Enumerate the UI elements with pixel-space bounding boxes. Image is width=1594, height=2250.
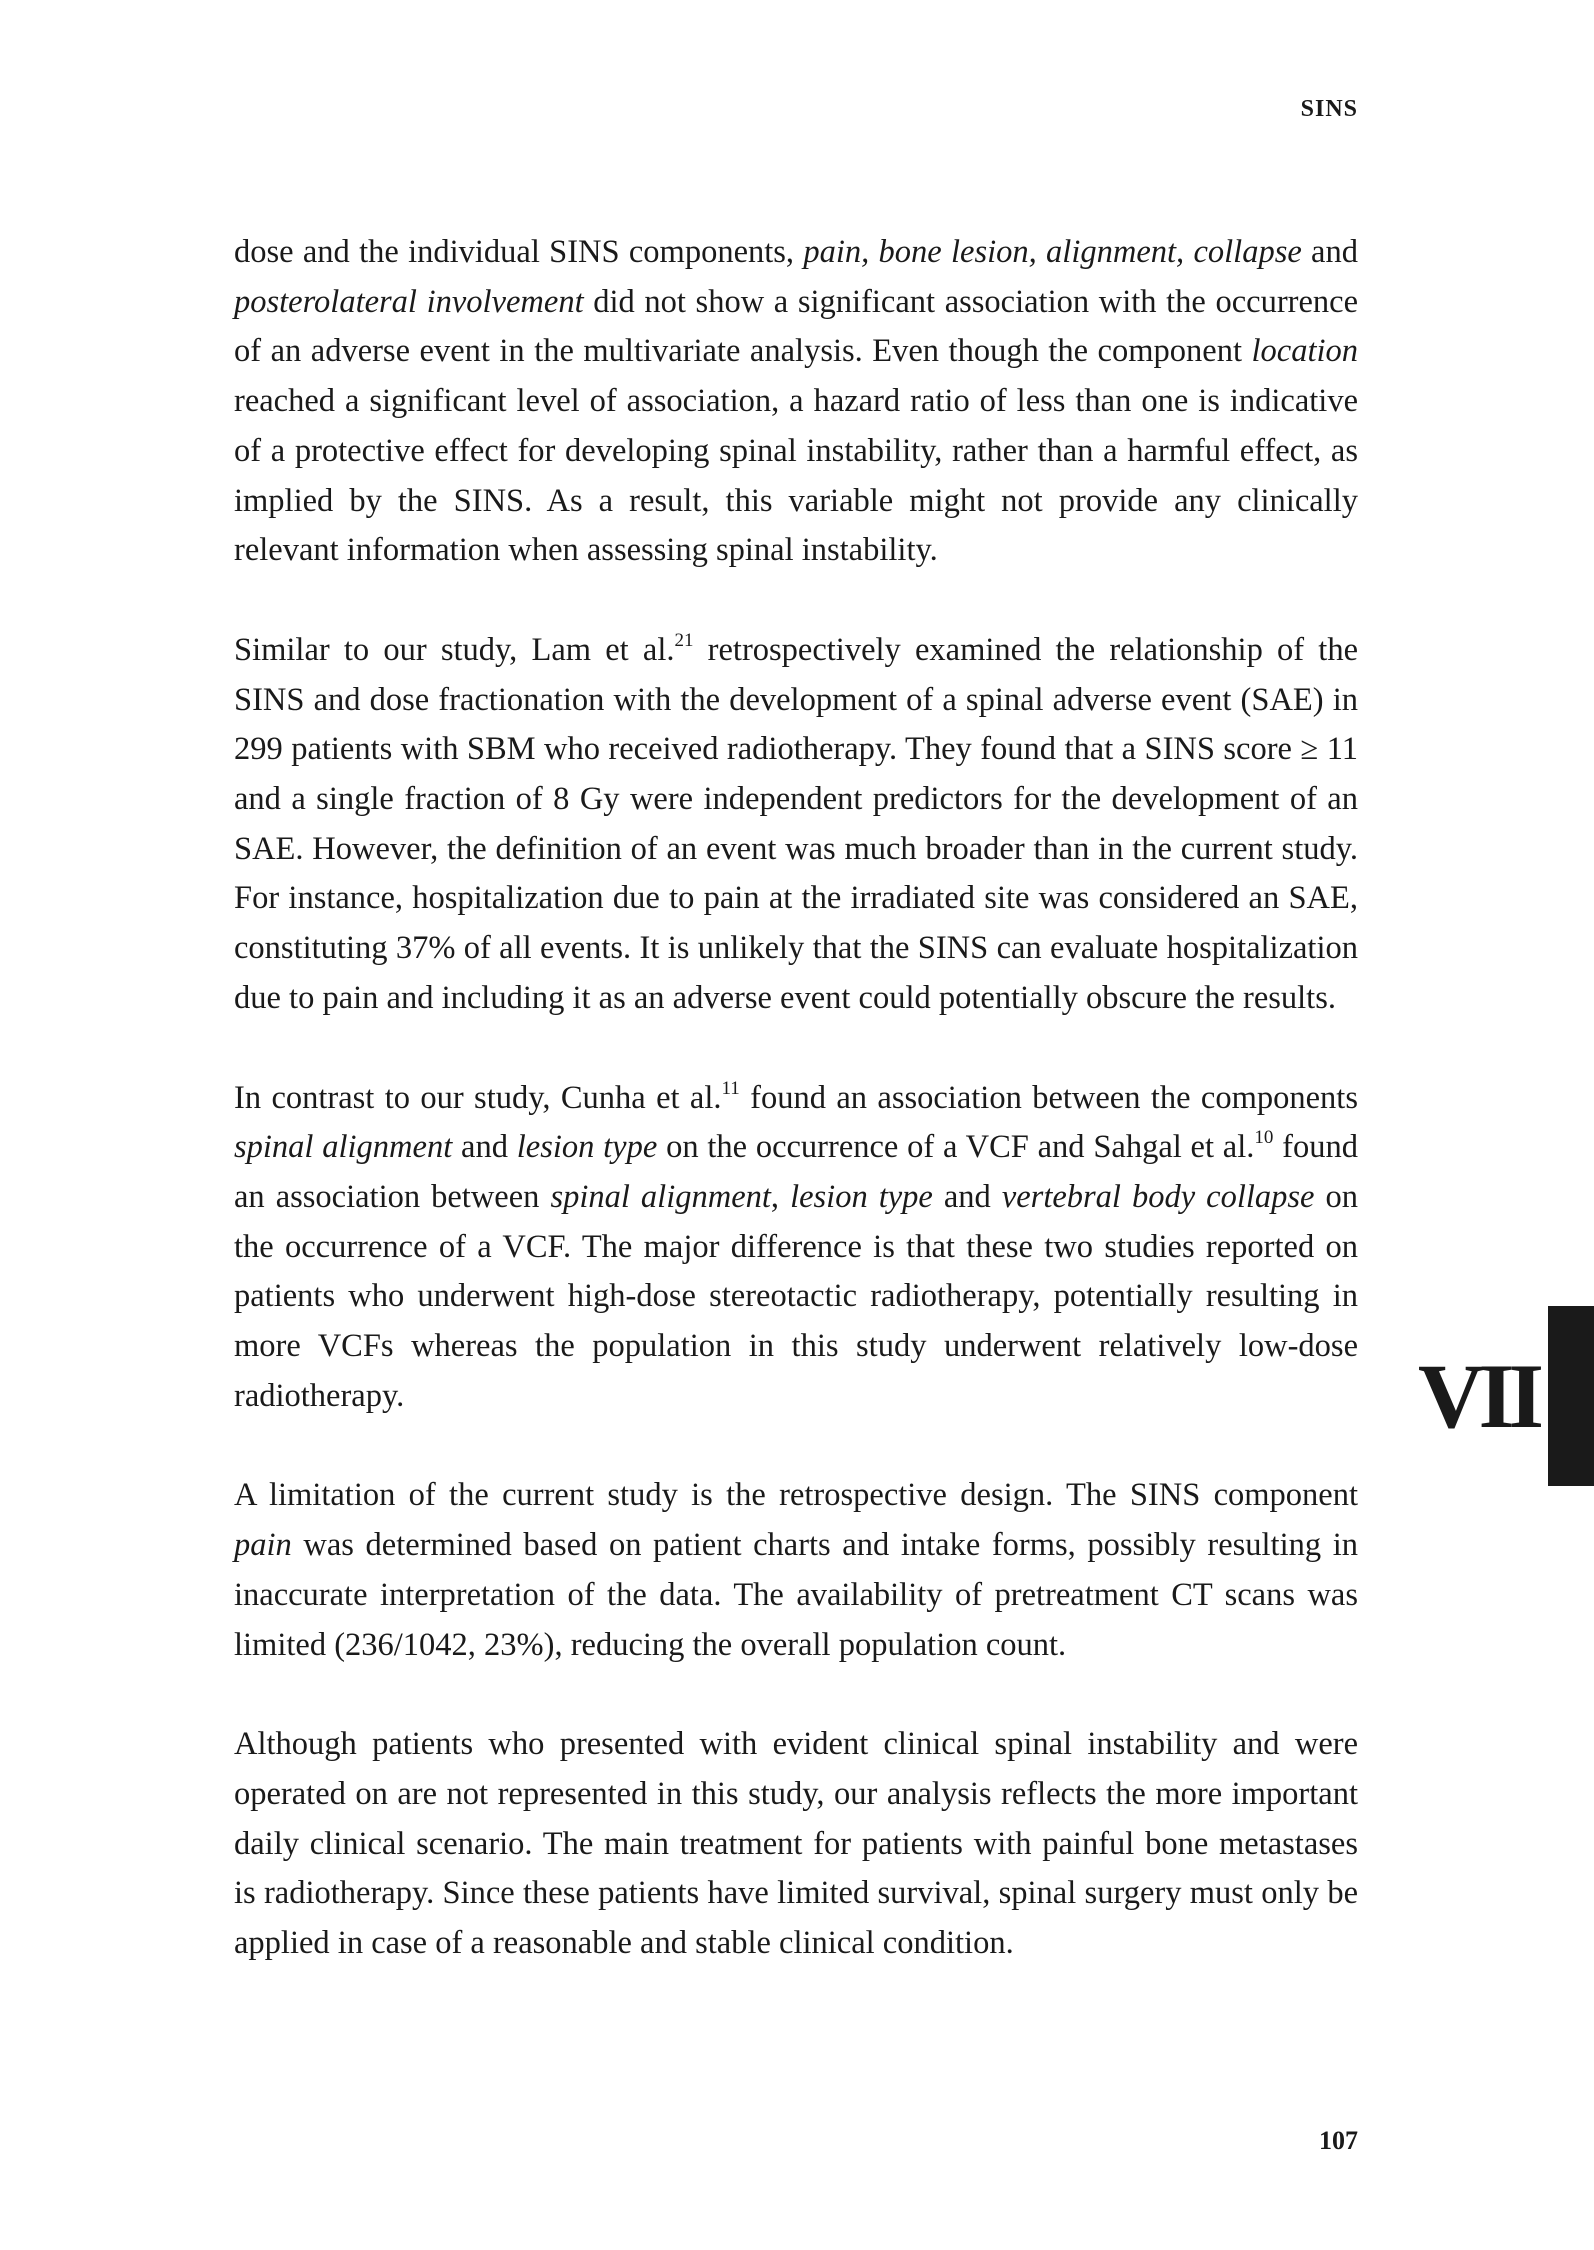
paragraph-4: [234, 1471, 1358, 1670]
text-run: did not show a significant association with the occurrence of an adverse event in the multivariate analysis. Even though the component: [234, 283, 1358, 370]
page-number: 107: [1319, 2126, 1358, 2155]
text-run: on the occurrence of a VCF and Sahgal et al.: [657, 1129, 1255, 1166]
citation-ref: 21: [674, 629, 694, 651]
italic-term: vertebral body collapse: [1001, 1178, 1315, 1215]
text-run: ,: [770, 1178, 791, 1215]
paragraph-1: [234, 228, 1358, 576]
italic-term: posterolateral involvement: [234, 283, 584, 320]
text-run: was determined based on patient charts and intake forms, possibly resulting in inaccurate interpretation of the data. The availability of pretreatment CT scans was limited (236/1042, 23%), reducing the overall population count.: [234, 1527, 1358, 1663]
text-run: and: [1301, 234, 1358, 270]
text-run: and: [932, 1178, 1002, 1215]
paragraph-5: [234, 1720, 1358, 1969]
italic-term: spinal alignment: [550, 1178, 771, 1215]
text-run: Similar to our study, Lam et al.: [234, 631, 675, 668]
text-run: found an association between: [234, 1129, 1358, 1215]
italic-term: pain: [234, 1527, 292, 1564]
italic-term: pain, bone lesion, alignment, collapse: [803, 234, 1302, 270]
italic-term: lesion type: [790, 1178, 933, 1215]
text-run: dose and the individual SINS components,: [234, 234, 804, 270]
text-run: Although patients who presented with evident clinical spinal instability and were operated on are not represented in this study, our analysis reflects the more important daily clinical scenario. The main treatment for patients with painful bone metastases is radiotherapy. Since these patients have limited survival, spinal surgery must only be applied in case of a reasonable and stable clinical condition.: [234, 1726, 1358, 1962]
paragraph-2: [234, 626, 1358, 1024]
chapter-thumb-tab: [1548, 1306, 1594, 1486]
italic-term: location: [1251, 333, 1358, 370]
text-run: In contrast to our study, Cunha et al.: [234, 1079, 722, 1116]
text-run: and: [452, 1129, 517, 1166]
body-text: [234, 228, 1358, 2019]
citation-ref: 11: [721, 1077, 740, 1099]
text-run: A limitation of the current study is the retrospective design. The SINS component: [234, 1477, 1358, 1514]
text-run: on the occurrence of a VCF. The major difference is that these two studies reported on patients who underwent high-dose stereotactic radiotherapy, potentially resulting in more VCFs whereas the population in this study underwent relatively low-dose radiotherapy.: [234, 1178, 1359, 1414]
running-header-title: SINS: [1300, 96, 1358, 122]
text-run: reached a significant level of association, a hazard ratio of less than one is indicative of a protective effect for developing spinal instability, rather than a harmful effect, as implied by the SINS. As a result, this variable might not provide any clinically relevant information when assessing spinal instability.: [234, 383, 1358, 569]
italic-term: spinal alignment: [234, 1129, 453, 1166]
paragraph-3: [234, 1074, 1358, 1422]
italic-term: lesion type: [516, 1129, 658, 1166]
chapter-numeral: VII: [1418, 1345, 1539, 1447]
text-run: found an association between the components: [739, 1079, 1358, 1116]
citation-ref: 10: [1254, 1127, 1274, 1149]
text-run: retrospectively examined the relationship of the SINS and dose fractionation with the development of a spinal adverse event (SAE) in 299 patients with SBM who received radiotherapy. They found that a SINS score ≥ 11 and a single fraction of 8 Gy were independent predictors for the development of an SAE. However, the definition of an event was much broader than in the current study. For instance, hospitalization due to pain at the irradiated site was considered an SAE, constituting 37% of all events. It is unlikely that the SINS can evaluate hospitalization due to pain and including it as an adverse event could potentially obscure the results.: [234, 631, 1358, 1016]
